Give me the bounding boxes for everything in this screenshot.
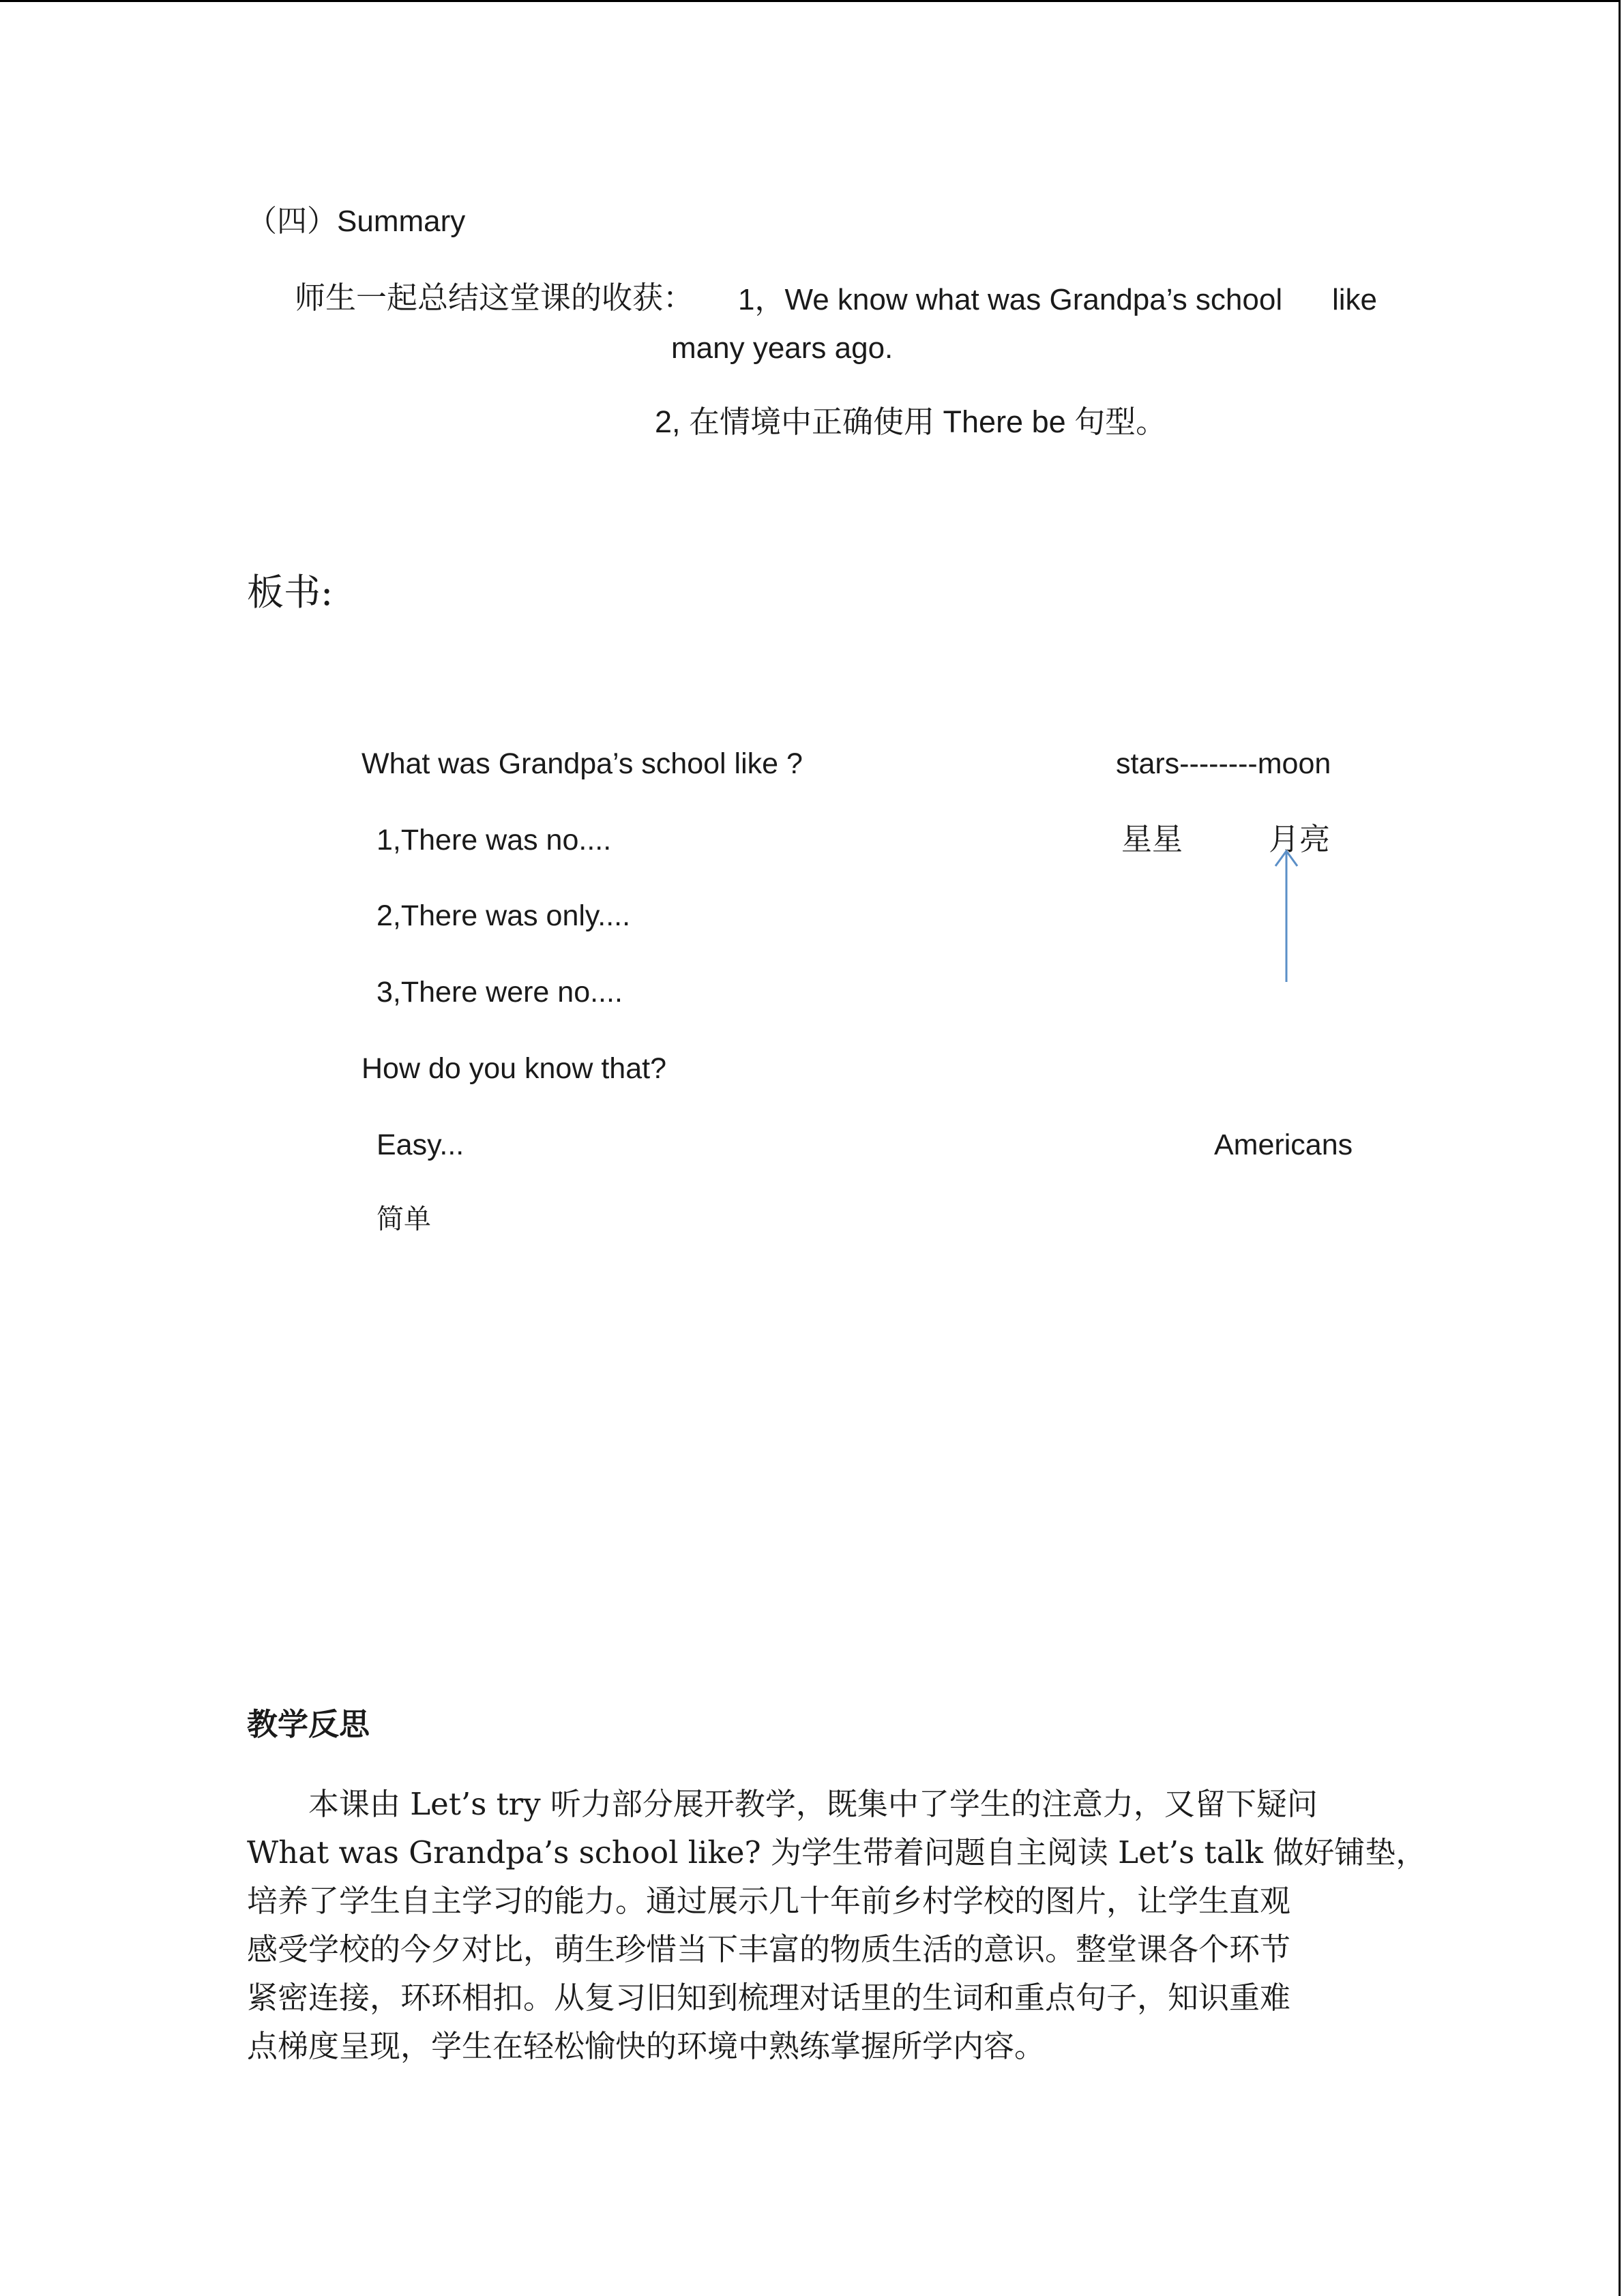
reflection-line: 点梯度呈现，学生在轻松愉快的环境中熟练掌握所学内容。 bbox=[247, 2028, 1046, 2064]
board-heading: 板书: bbox=[247, 571, 334, 614]
board-item-3: 3,There were no.... bbox=[377, 976, 623, 1009]
summary-point1: 1，We know what was Grandpa’s school bbox=[738, 283, 1283, 316]
board-easy: Easy... bbox=[377, 1129, 464, 1161]
summary-point1-like: like bbox=[1332, 283, 1378, 316]
summary-intro: 师生一起总结这堂课的收获： bbox=[295, 280, 694, 316]
summary-point1-continued: many years ago. bbox=[671, 331, 894, 365]
summary-point2: 2, 在情境中正确使用 There be 句型。 bbox=[655, 404, 1167, 439]
board-how: How do you know that? bbox=[361, 1052, 666, 1085]
board-question: What was Grandpa’s school like ? bbox=[361, 747, 803, 780]
reflection-line: What was Grandpa’s school like? 为学生带着问题自主阅读 Let’s talk 做好铺垫， bbox=[247, 1834, 1427, 1870]
reflection-line: 感受学校的今夕对比，萌生珍惜当下丰富的物质生活的意识。整堂课各个环节 bbox=[247, 1931, 1291, 1967]
board-easy-cn: 简单 bbox=[377, 1204, 431, 1235]
board-item-1: 1,There was no.... bbox=[377, 824, 612, 856]
board-americans: Americans bbox=[1214, 1129, 1353, 1161]
board-item-2: 2,There was only.... bbox=[377, 899, 631, 932]
board-stars-cn: 星星 bbox=[1121, 821, 1183, 857]
up-arrow-icon bbox=[1269, 846, 1310, 989]
board-stars-moon: stars--------moon bbox=[1116, 747, 1331, 780]
reflection-heading: 教学反思 bbox=[247, 1706, 370, 1742]
reflection-line: 培养了学生自主学习的能力。通过展示几十年前乡村学校的图片，让学生直观 bbox=[247, 1883, 1291, 1919]
reflection-paragraph bbox=[247, 1780, 1426, 2070]
reflection-line: 紧密连接，环环相扣。从复习旧知到梳理对话里的生词和重点句子，知识重难 bbox=[247, 1980, 1291, 2016]
reflection-line: 本课由 Let’s try 听力部分展开教学，既集中了学生的注意力，又留下疑问 bbox=[247, 1786, 1318, 1822]
board-moon-cn: 月亮 bbox=[1269, 821, 1331, 857]
summary-heading: （四）Summary bbox=[247, 205, 466, 238]
